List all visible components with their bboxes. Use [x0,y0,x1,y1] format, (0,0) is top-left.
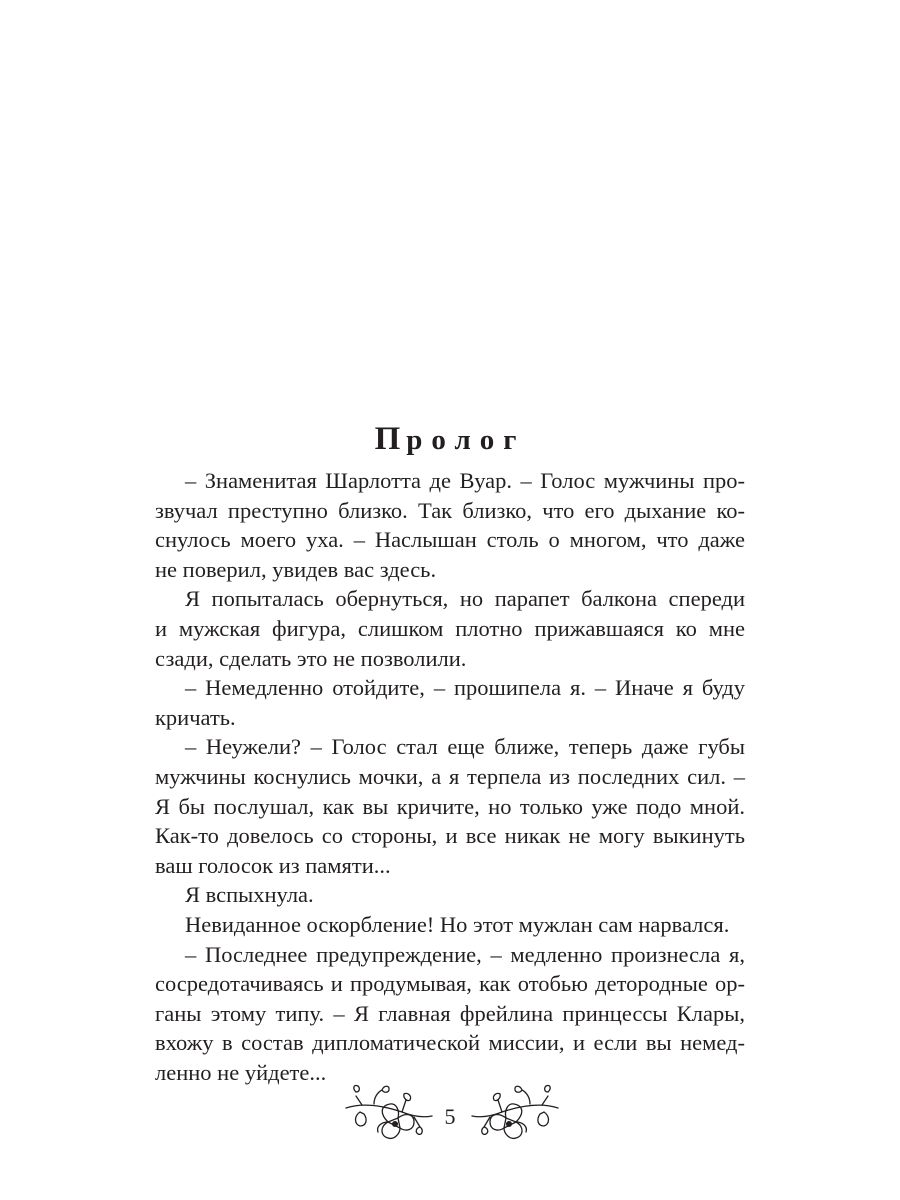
paragraph [155,940,745,1088]
chapter-title-rest: ролог [406,424,526,457]
text-line: ваш голосок из памяти... [155,852,391,878]
text-line: – Последнее предупреждение, – медленно произнесла я, [185,941,745,967]
text-line: Невиданное оскорбление! Но этот мужлан сам нарвался. [185,911,730,937]
paragraph [155,732,745,880]
paragraph [155,673,745,732]
text-line: и мужская фигура, слишком плотно прижавшаяся ко мне [155,615,745,641]
magnolia-branch-left-icon [344,1082,434,1148]
text-line: – Немедленно отойдите, – прошипела я. – Иначе я буду [185,675,745,701]
body-text [155,466,745,1087]
text-line: не поверил, увидев вас здесь. [155,556,437,582]
text-line: ганы этому типу. – Я главная фрейлина принцессы Клары, [155,1000,745,1026]
text-line: – Неужели? – Голос стал еще ближе, теперь даже губы [185,734,745,760]
text-line: вхожу в состав дипломатической миссии, и если вы немед- [155,1030,745,1056]
chapter-title-initial: П [374,421,407,458]
text-line: снулось моего уха. – Наслышан столь о многом, что даже [155,527,745,553]
chapter-title [0,421,900,458]
text-line: ленно не уйдете... [155,1059,327,1085]
text-line: сосредотачиваясь и продумывая, как отобью детородные ор- [155,971,745,997]
paragraph [155,584,745,673]
text-line: мужчины коснулись мочки, а я терпела из последних сил. – [155,763,745,789]
text-line: кричать. [155,704,236,730]
text-line: – Знаменитая Шарлотта де Вуар. – Голос мужчины про- [185,468,745,493]
text-line: сзади, сделать это не позволили. [155,645,467,671]
page-number: 5 [444,1104,456,1129]
text-line: Как-то довелось со стороны, и все никак не могу выкинуть [155,823,745,849]
paragraph [155,466,745,584]
page-footer [0,1082,900,1152]
paragraph [155,880,745,910]
text-line: Я попыталась обернуться, но парапет балкона спереди [185,586,745,612]
text-line: Я вспыхнула. [185,882,314,908]
text-line: Я бы послушал, как вы кричите, но только уже подо мной. [155,793,745,819]
magnolia-branch-right-icon [470,1082,560,1148]
paragraph [155,910,745,940]
text-line: звучал преступно близко. Так близко, что его дыхание ко- [155,497,745,523]
